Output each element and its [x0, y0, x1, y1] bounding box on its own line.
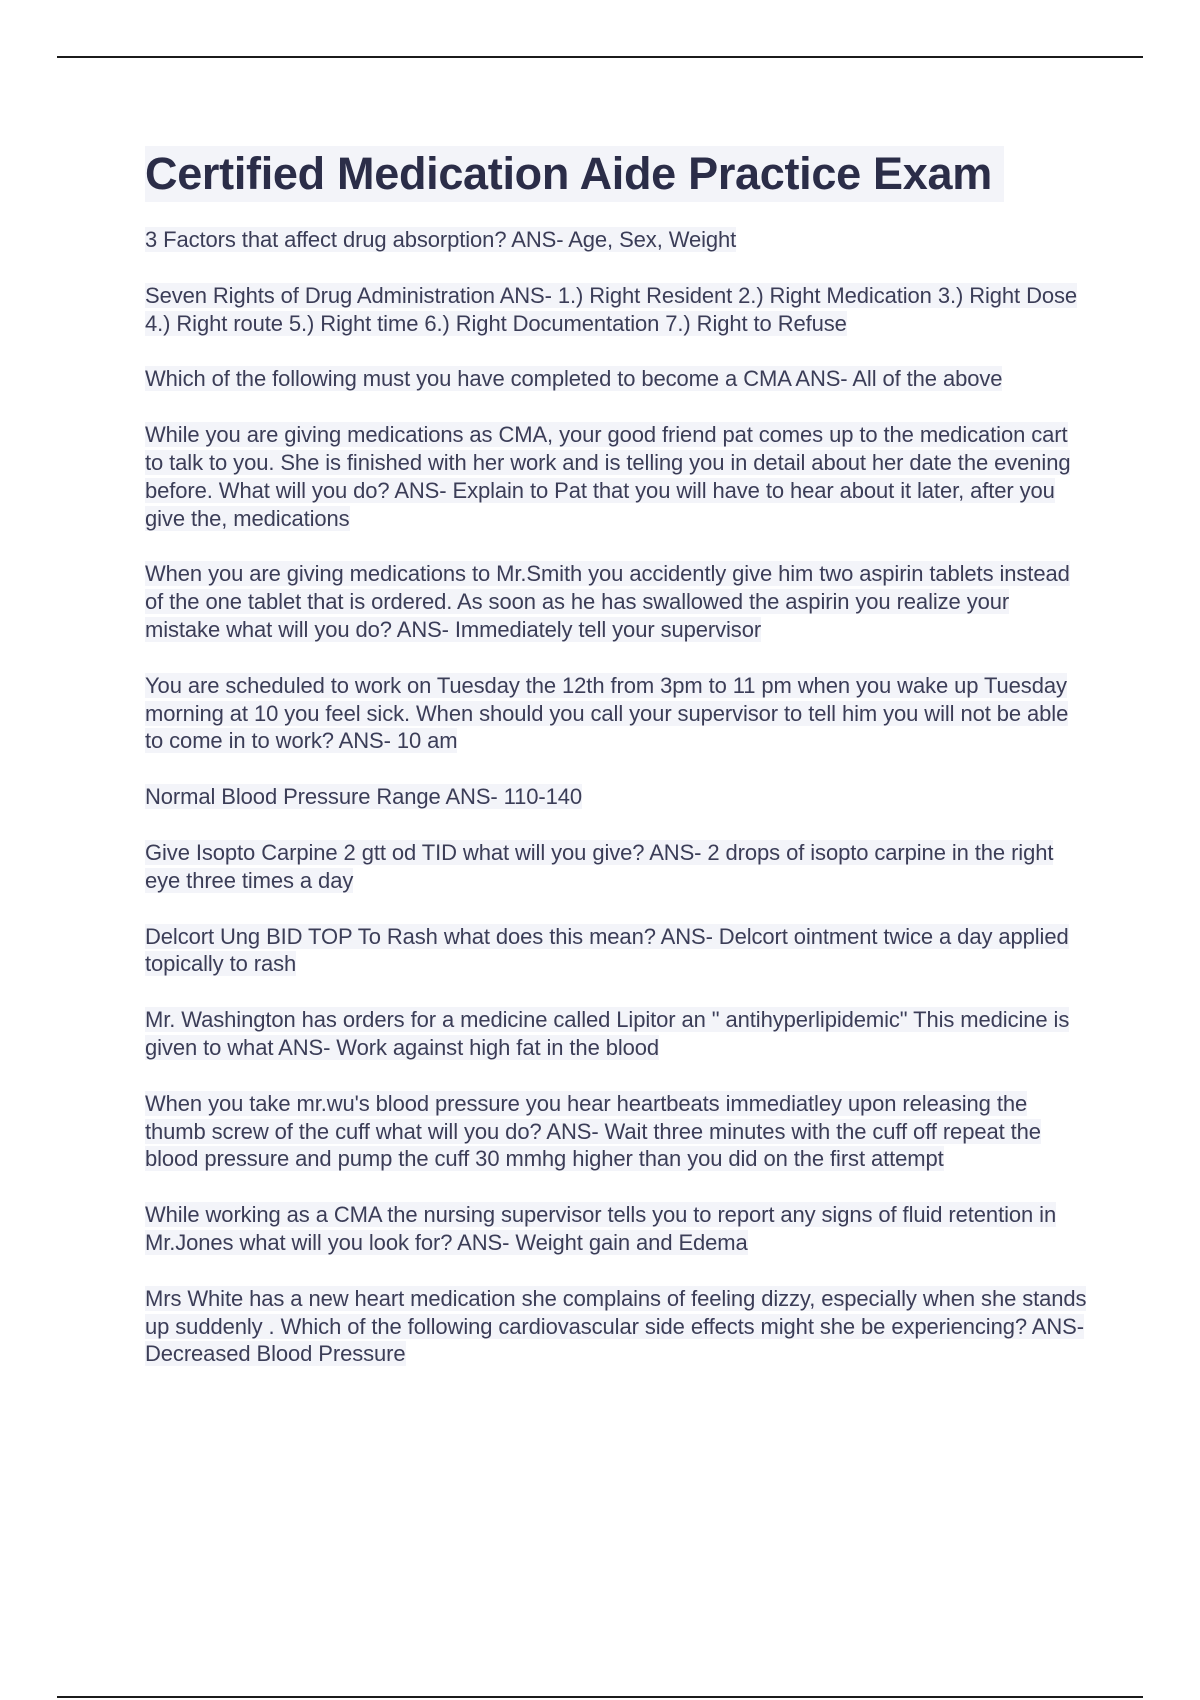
- top-rule: [57, 56, 1143, 58]
- document-body: [145, 146, 1089, 1396]
- qa-item: [145, 1285, 1089, 1368]
- qa-item: [145, 226, 1089, 254]
- qa-text: Seven Rights of Drug Administration ANS- 1.) Right Resident 2.) Right Medication 3.) Right Dose 4.) Right route 5.) Right time 6.) Right Documentation 7.) Right to Refuse: [145, 282, 1078, 336]
- qa-text: Give Isopto Carpine 2 gtt od TID what will you give? ANS- 2 drops of isopto carpine in the right eye three times a day: [145, 839, 1054, 893]
- qa-text: Normal Blood Pressure Range ANS- 110-140: [145, 784, 583, 810]
- qa-item: [145, 560, 1089, 643]
- qa-item: [145, 421, 1089, 532]
- qa-text: You are scheduled to work on Tuesday the 12th from 3pm to 11 pm when you wake up Tuesday morning at 10 you feel sick. When should you call your supervisor to tell him you will not be able to come in to work? ANS- 10 am: [145, 672, 1069, 754]
- qa-item: [145, 1006, 1089, 1062]
- qa-text: When you are giving medications to Mr.Smith you accidently give him two aspirin tablets instead of the one tablet that is ordered. As soon as he has swallowed the aspirin you realize your mistake what will you do? ANS- Immediately tell your supervisor: [145, 561, 1070, 642]
- qa-item: [145, 1090, 1089, 1173]
- qa-text: Which of the following must you have completed to become a CMA ANS- All of the above: [145, 366, 1003, 392]
- document-title: Certified Medication Aide Practice Exam: [145, 146, 1004, 202]
- qa-item: [145, 839, 1089, 895]
- qa-text: When you take mr.wu's blood pressure you hear heartbeats immediatley upon releasing the thumb screw of the cuff what will you do? ANS- Wait three minutes with the cuff off repeat the blood pressure and pump the cuff 30 mmhg higher than you did on the first attempt: [145, 1090, 1041, 1172]
- qa-text: While working as a CMA the nursing supervisor tells you to report any signs of fluid retention in Mr.Jones what will you look for? ANS- Weight gain and Edema: [145, 1202, 1057, 1255]
- qa-list: [145, 226, 1089, 1368]
- qa-item: [145, 783, 1089, 811]
- qa-text: 3 Factors that affect drug absorption? ANS- Age, Sex, Weight: [145, 227, 737, 252]
- qa-item: [145, 282, 1089, 338]
- qa-item: [145, 365, 1089, 393]
- qa-text: While you are giving medications as CMA, your good friend pat comes up to the medication cart to talk to you. She is finished with her work and is telling you in detail about her date the evening before. What will you do? ANS- Explain to Pat that you will have to hear about it later, after you give the, medications: [145, 422, 1071, 531]
- bottom-rule: [57, 1696, 1143, 1698]
- qa-text: Mrs White has a new heart medication she complains of feeling dizzy, especially when she stands up suddenly . Which of the following cardiovascular side effects might she be experiencing? ANS- Decreased Blood Pressure: [145, 1285, 1087, 1367]
- qa-item: [145, 923, 1089, 979]
- qa-text: Delcort Ung BID TOP To Rash what does this mean? ANS- Delcort ointment twice a day applied topically to rash: [145, 923, 1069, 977]
- qa-item: [145, 1201, 1089, 1257]
- qa-item: [145, 672, 1089, 755]
- qa-text: Mr. Washington has orders for a medicine called Lipitor an " antihyperlipidemic" This medicine is given to what ANS- Work against high fat in the blood: [145, 1007, 1070, 1060]
